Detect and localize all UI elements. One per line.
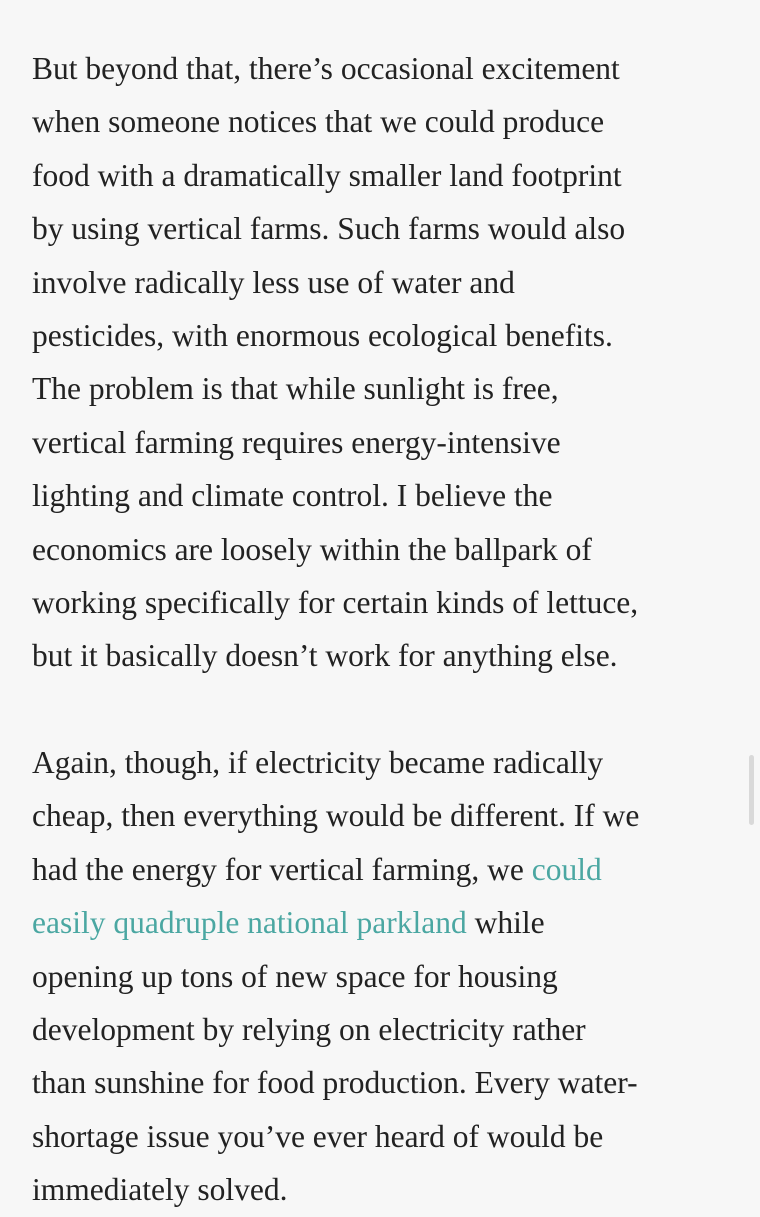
paragraph-line: lighting and climate control. I believe the [32,478,553,514]
paragraph-line: cheap, then everything would be different. If we [32,798,640,834]
paragraph-2 [32,736,732,1217]
paragraph-line: economics are loosely within the ballpark of [32,531,592,567]
article-body [32,42,732,1217]
paragraph-line: immediately solved. [32,1172,288,1208]
paragraph-line: vertical farming requires energy-intensive [32,424,561,460]
paragraph-1 [32,42,732,683]
paragraph-line [32,896,732,949]
paragraph-line [32,843,732,896]
paragraph-line: opening up tons of new space for housing [32,958,558,994]
paragraph-line: The problem is that while sunlight is free, [32,371,559,407]
paragraph-line: development by relying on electricity rather [32,1011,586,1047]
paragraph-line: Again, though, if electricity became radically [32,744,604,780]
paragraph-line: by using vertical farms. Such farms would also [32,211,626,247]
paragraph-text: while [466,905,545,941]
paragraph-line: working specifically for certain kinds of lettuce, [32,585,639,621]
paragraph-line: food with a dramatically smaller land footprint [32,157,622,193]
paragraph-line: pesticides, with enormous ecological benefits. [32,318,613,354]
paragraph-line: shortage issue you’ve ever heard of would be [32,1118,604,1154]
paragraph-line: but it basically doesn’t work for anything else. [32,638,618,674]
paragraph-line: than sunshine for food production. Every water- [32,1065,638,1101]
parkland-link-continued[interactable]: easily quadruple national parkland [32,905,467,941]
parkland-link[interactable]: could [531,851,602,887]
paragraph-line: when someone notices that we could produce [32,104,605,140]
paragraph-line: But beyond that, there’s occasional excitement [32,51,620,86]
paragraph-text: had the energy for vertical farming, we [32,851,532,887]
paragraph-line: involve radically less use of water and [32,264,515,300]
scrollbar-thumb[interactable] [749,755,754,825]
